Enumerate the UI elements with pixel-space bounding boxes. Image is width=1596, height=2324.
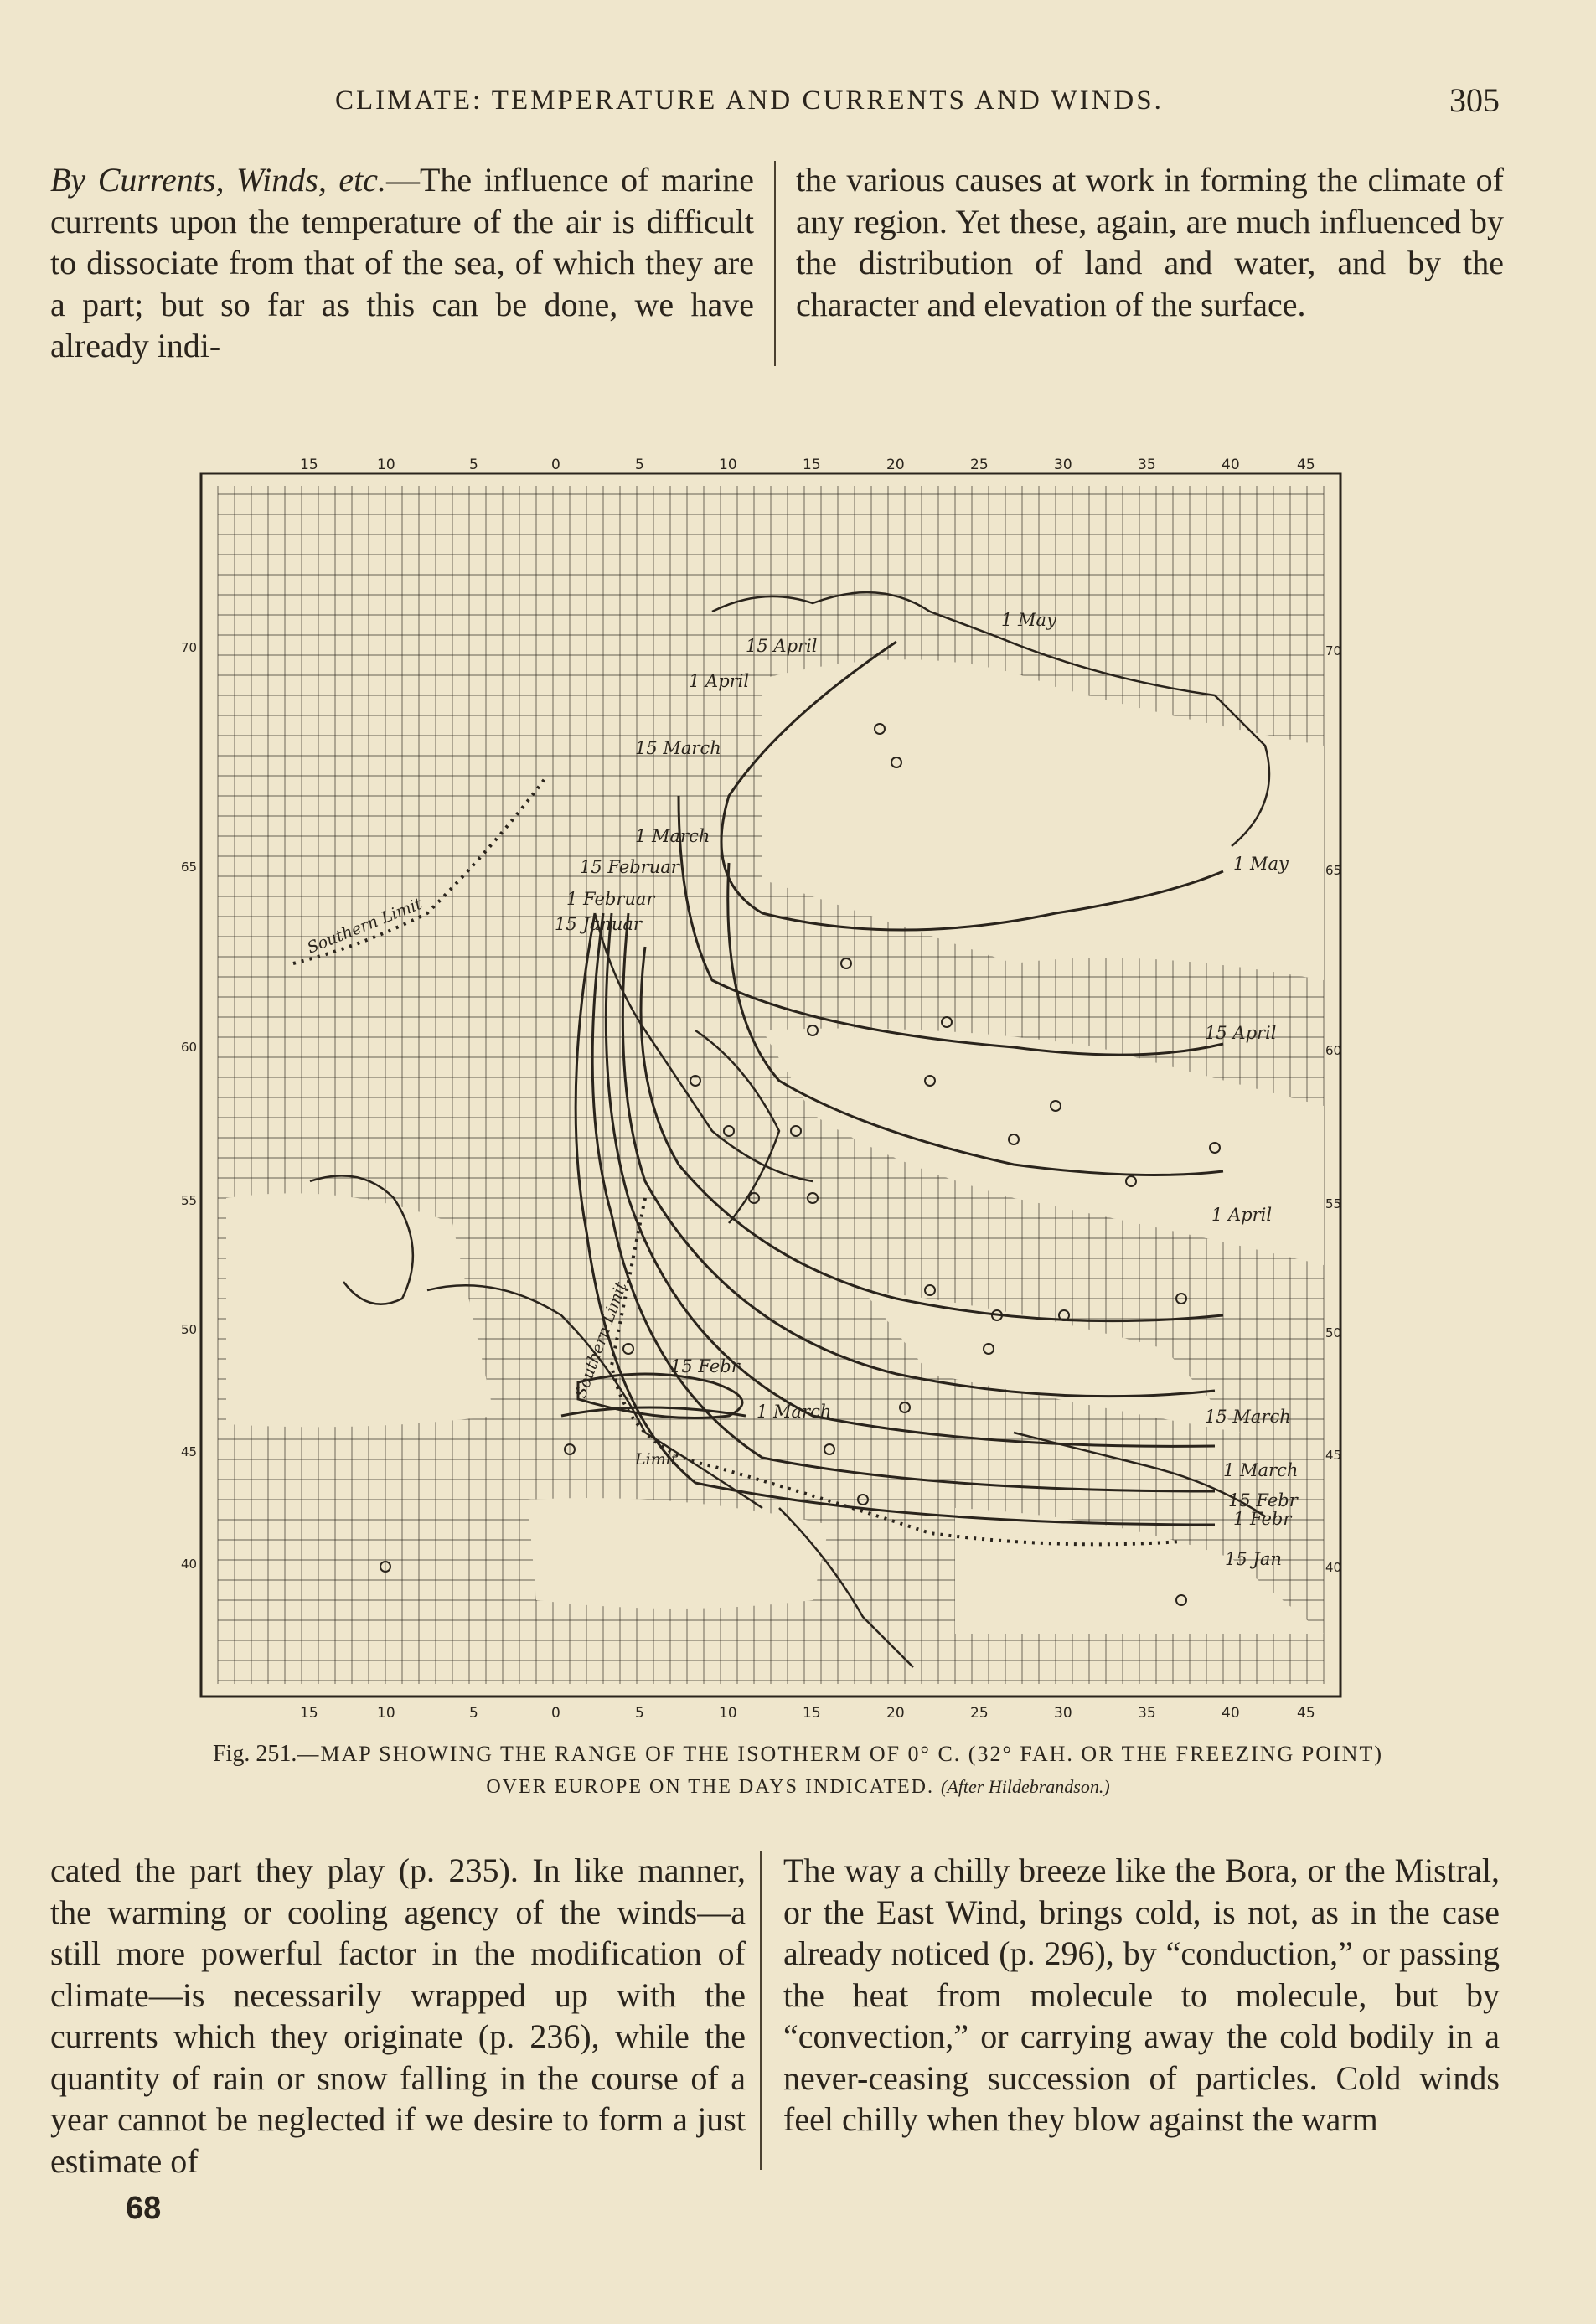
bottom-scale-label: 10 <box>377 1705 395 1722</box>
station-circle <box>841 958 851 968</box>
isotherm-label: 15 March <box>1205 1407 1291 1427</box>
top-scale-label: 25 <box>970 457 989 473</box>
bottom-scale <box>300 1705 1315 1722</box>
column-rule-top <box>774 161 776 366</box>
isotherm-label: 1 April <box>1211 1205 1273 1225</box>
latitude-label-right: 50 <box>1325 1325 1342 1340</box>
station-circle <box>942 1017 952 1027</box>
top-right-column <box>796 159 1504 325</box>
bottom-left-text: cated the part they play (p. 235). In like manner, the warming or cooling agency of the winds—a still more powerful factor in the modification of climate—is necessarily wrapped up with the currents which they originate (p. 236), while the quantity of rain or snow falling in the course of a year cannot be neglected if we desire to form a just estimate of <box>50 1851 746 2180</box>
isotherm-map-figure <box>176 444 1357 1726</box>
latitude-label-left: 65 <box>181 860 198 875</box>
top-scale-label: 45 <box>1297 457 1315 473</box>
limit-label: Limit <box>635 1450 678 1469</box>
latitude-label-right: 65 <box>1325 863 1342 878</box>
isotherm-label: 1 May <box>1233 854 1289 874</box>
signature-mark: 68 <box>126 2191 162 2226</box>
bottom-scale-label: 45 <box>1297 1705 1315 1722</box>
open-sea-area <box>863 1290 1240 1433</box>
isotherm-label: 1 Februar <box>566 889 655 909</box>
top-left-paragraph <box>50 159 754 367</box>
isotherm-label: 15 Februar <box>580 857 679 877</box>
latitude-label-right: 45 <box>1325 1448 1342 1463</box>
latitude-label-right: 60 <box>1325 1043 1342 1058</box>
bottom-scale-label: 35 <box>1138 1705 1156 1722</box>
figure-caption <box>0 1741 1596 1799</box>
isotherm-label: 15 March <box>635 738 721 758</box>
bottom-scale-label: 30 <box>1054 1705 1072 1722</box>
station-circle <box>623 1344 633 1354</box>
bottom-right-column <box>783 1850 1500 2141</box>
top-scale-label: 30 <box>1054 457 1072 473</box>
southern-limit-label: Southern Limit <box>571 1279 631 1401</box>
southern-limit-label: Southern Limit <box>304 894 425 958</box>
page-header <box>0 80 1596 131</box>
figure-label: Fig. 251. <box>212 1741 297 1767</box>
latitude-label-left: 45 <box>181 1444 198 1459</box>
top-scale-label: 40 <box>1222 457 1240 473</box>
bottom-left-column <box>50 1850 746 2182</box>
latitude-label-left: 55 <box>181 1193 198 1208</box>
top-scale-label: 15 <box>803 457 821 473</box>
top-left-column <box>50 159 754 367</box>
isotherm-label: 1 Febr <box>1233 1509 1292 1529</box>
isotherm-label: 15 Febr <box>670 1356 740 1376</box>
isotherm-label: 1 March <box>757 1402 832 1422</box>
bottom-scale-label: 25 <box>970 1705 989 1722</box>
isotherm-label: 1 May <box>1001 610 1056 630</box>
caption-line-2 <box>0 1776 1596 1799</box>
station-circle <box>791 1126 801 1136</box>
latitude-label-left: 70 <box>181 640 198 655</box>
open-sea-area <box>226 1193 494 1427</box>
isotherm-label: 15 Febr <box>1228 1490 1298 1511</box>
latitude-label-left: 40 <box>181 1557 198 1572</box>
top-scale <box>300 457 1315 473</box>
caption-line-1 <box>0 1741 1596 1768</box>
bottom-scale-label: 15 <box>300 1705 318 1722</box>
top-scale-label: 10 <box>719 457 737 473</box>
running-title: CLIMATE: TEMPERATURE AND CURRENTS AND WINDS. <box>335 85 1164 116</box>
page-number: 305 <box>1449 81 1500 119</box>
top-scale-label: 20 <box>886 457 905 473</box>
caption-credit: (After Hildebrandson.) <box>941 1776 1110 1797</box>
graticule-grid <box>218 486 1324 1684</box>
bottom-scale-label: 15 <box>803 1705 821 1722</box>
isotherm-label: 1 April <box>689 671 750 691</box>
bottom-scale-label: 20 <box>886 1705 905 1722</box>
isotherm-label: 15 Januar <box>555 914 642 934</box>
section-run-in-heading: By Currents, Winds, etc. <box>50 161 386 199</box>
europe-isotherm-map <box>176 444 1357 1726</box>
isotherm-label: 1 March <box>635 826 710 846</box>
latitude-label-left: 50 <box>181 1322 198 1337</box>
column-rule-bottom <box>760 1851 762 2170</box>
isotherm-label: 15 Jan <box>1225 1549 1282 1569</box>
isotherm-label: 1 March <box>1223 1460 1299 1480</box>
top-left-text: —The influence of marine currents upon the temperature of the air is difficult to dissociate from that of the sea, of which they are a part; but so far as this can be done, we have already indi- <box>50 161 754 364</box>
caption-text-2: OVER EUROPE ON THE DAYS INDICATED. <box>486 1776 935 1798</box>
station-circle <box>925 1285 935 1295</box>
station-circle <box>724 1126 734 1136</box>
isotherm-label: 15 April <box>1205 1023 1277 1043</box>
top-scale-label: 15 <box>300 457 318 473</box>
bottom-scale-label: 40 <box>1222 1705 1240 1722</box>
isotherm-label: 15 April <box>746 636 818 656</box>
bottom-scale-label: 5 <box>469 1705 478 1722</box>
bottom-scale-label: 10 <box>719 1705 737 1722</box>
latitude-label-right: 70 <box>1325 643 1342 658</box>
top-scale-label: 35 <box>1138 457 1156 473</box>
top-right-text: the various causes at work in forming the climate of any region. Yet these, again, are much influenced by the distribution of land and water, and by the character and elevation of the surface. <box>796 161 1504 323</box>
latitude-label-right: 40 <box>1325 1560 1342 1575</box>
bottom-scale-label: 5 <box>635 1705 644 1722</box>
bottom-right-text: The way a chilly breeze like the Bora, or the Mistral, or the East Wind, brings cold, is not, as in the case already noticed (p. 296), by “conduction,” or passing the heat from molecule to molecule, but by “convection,” or carrying away the cold bodily in a never-ceasing succession of particles. Cold winds feel chilly when they blow against the warm <box>783 1851 1500 2138</box>
bottom-scale-label: 0 <box>551 1705 560 1722</box>
top-scale-label: 0 <box>551 457 560 473</box>
latitude-label-left: 60 <box>181 1040 198 1055</box>
latitude-label-right: 55 <box>1325 1196 1342 1211</box>
caption-text-1: —MAP SHOWING THE RANGE OF THE ISOTHERM OF 0° C. (32° FAH. OR THE FREEZING POINT) <box>297 1742 1383 1766</box>
station-circle <box>824 1444 834 1454</box>
top-scale-label: 5 <box>635 457 644 473</box>
top-scale-label: 10 <box>377 457 395 473</box>
top-scale-label: 5 <box>469 457 478 473</box>
